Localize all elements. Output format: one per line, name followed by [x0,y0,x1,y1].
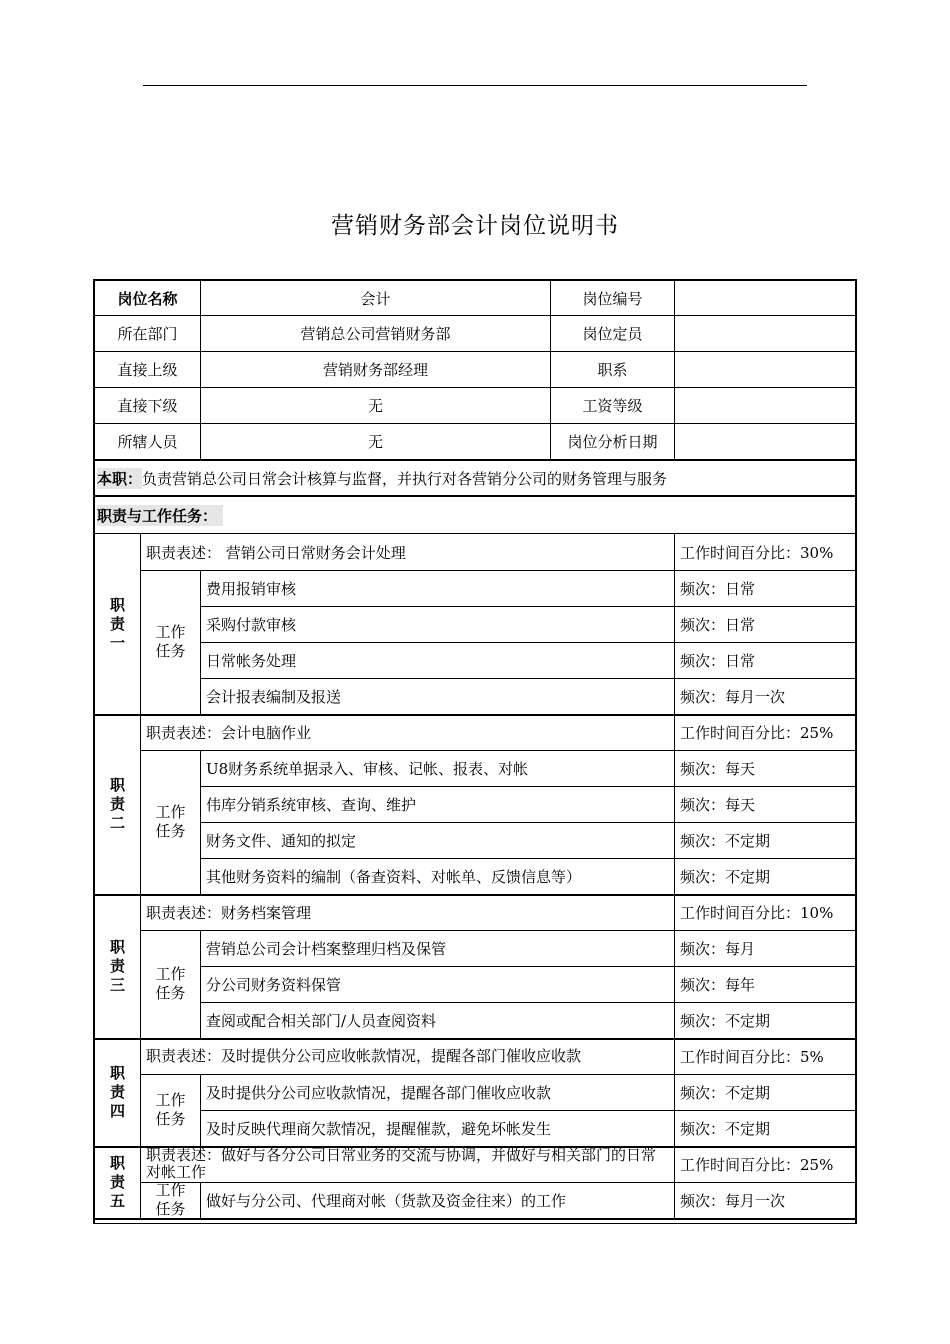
duty-label-cell [95,714,140,894]
task-frequency: 频次：不定期 [680,867,771,886]
task-frequency: 频次：不定期 [680,1083,771,1102]
duty-label-cell [95,534,140,714]
task-column-label: 工作任务 [155,1091,186,1128]
duty-label-cell [95,1146,140,1218]
task-frequency: 频次：每月一次 [680,1191,786,1210]
duty-summary-row [95,461,855,495]
duty-time-percent: 工作时间百分比：25% [680,723,834,742]
duty-time-percent: 工作时间百分比：30% [680,543,834,562]
duty-description: 职责表述：做好与各分公司日常业务的交流与协调，并做好与相关部门的日常对帐工作 [146,1146,657,1181]
analysis-date-value [675,424,855,459]
task-text: 其他财务资料的编制（备查资料、对帐单、反馈信息等） [206,867,582,886]
grade-value [675,388,855,423]
task-frequency: 频次：每月一次 [680,687,786,706]
task-frequency: 频次：日常 [680,579,756,598]
staff-value: 无 [367,433,383,451]
task-text: 伟库分销系统审核、查询、维护 [206,795,417,814]
task-frequency: 频次：每天 [680,759,756,778]
duty-description: 职责表述：财务档案管理 [146,903,312,922]
task-text: 查阅或配合相关部门/人员查阅资料 [206,1011,437,1030]
series-label: 职系 [597,361,628,379]
duty-label: 职责二 [109,775,125,832]
task-frequency: 频次：日常 [680,615,756,634]
task-frequency: 频次：不定期 [680,1119,771,1138]
duty-label: 职责四 [109,1063,125,1120]
document-title: 营销财务部会计岗位说明书 [331,213,619,239]
duty-summary-label: 本职： [97,469,143,488]
headcount-value [675,316,855,351]
duty-label-cell [95,1038,140,1146]
task-frequency: 频次：不定期 [680,831,771,850]
grade-label: 工资等级 [582,397,643,415]
task-text: 会计报表编制及报送 [206,687,342,706]
task-text: 及时反映代理商欠款情况，提醒催款，避免坏帐发生 [206,1119,552,1138]
analysis-date-label: 岗位分析日期 [567,433,658,451]
duty-label: 职责一 [109,595,125,652]
task-column-label: 工作任务 [155,1182,186,1218]
position-no-label: 岗位编号 [582,289,643,308]
series-value [675,352,855,387]
subordinate-value: 无 [367,397,383,415]
task-frequency: 频次：每月 [680,939,756,958]
duty-description: 职责表述：及时提供分公司应收帐款情况，提醒各部门催收应收款 [146,1046,582,1065]
duty-time-percent: 工作时间百分比：5% [680,1047,824,1066]
task-text: 财务文件、通知的拟定 [206,831,357,850]
task-text: 采购付款审核 [206,615,297,634]
position-name-label: 岗位名称 [117,289,178,308]
duties-header-row [95,497,855,533]
headcount-label: 岗位定员 [582,325,643,343]
task-text: 分公司财务资料保管 [206,975,342,994]
task-frequency: 频次：每天 [680,795,756,814]
task-column-label: 工作任务 [155,965,186,1002]
task-column-label: 工作任务 [155,803,186,840]
dept-value: 营销总公司营销财务部 [300,325,451,343]
task-text: U8财务系统单据录入、审核、记帐、报表、对帐 [206,759,529,778]
task-frequency: 频次：日常 [680,651,756,670]
task-frequency: 频次：每年 [680,975,756,994]
staff-label: 所辖人员 [117,433,178,451]
duty-summary-text: 负责营销总公司日常会计核算与监督，并执行对各营销分公司的财务管理与服务 [142,469,668,488]
position-name-value: 会计 [360,289,391,308]
duty-description: 职责表述：会计电脑作业 [146,723,312,742]
superior-value: 营销财务部经理 [322,361,428,379]
duty-time-percent: 工作时间百分比：25% [680,1155,834,1174]
duty-time-percent: 工作时间百分比：10% [680,903,834,922]
job-description-table [93,279,857,1224]
task-text: 及时提供分公司应收款情况，提醒各部门催收应收款 [206,1083,552,1102]
duty-label-cell [95,894,140,1038]
task-text: 做好与分公司、代理商对帐（货款及资金往来）的工作 [206,1191,567,1210]
position-no-value [675,281,855,315]
task-column-label: 工作任务 [155,623,186,660]
duty-label: 职责五 [109,1153,125,1210]
task-text: 日常帐务处理 [206,651,297,670]
superior-label: 直接上级 [117,361,178,379]
task-text: 营销总公司会计档案整理归档及保管 [206,939,447,958]
duty-description: 职责表述： 营销公司日常财务会计处理 [146,543,406,562]
duties-header: 职责与工作任务： [97,505,223,526]
dept-label: 所在部门 [117,325,178,343]
subordinate-label: 直接下级 [117,397,178,415]
task-frequency: 频次：不定期 [680,1011,771,1030]
task-text: 费用报销审核 [206,579,297,598]
header-rule [143,85,807,86]
duty-label: 职责三 [109,937,125,994]
